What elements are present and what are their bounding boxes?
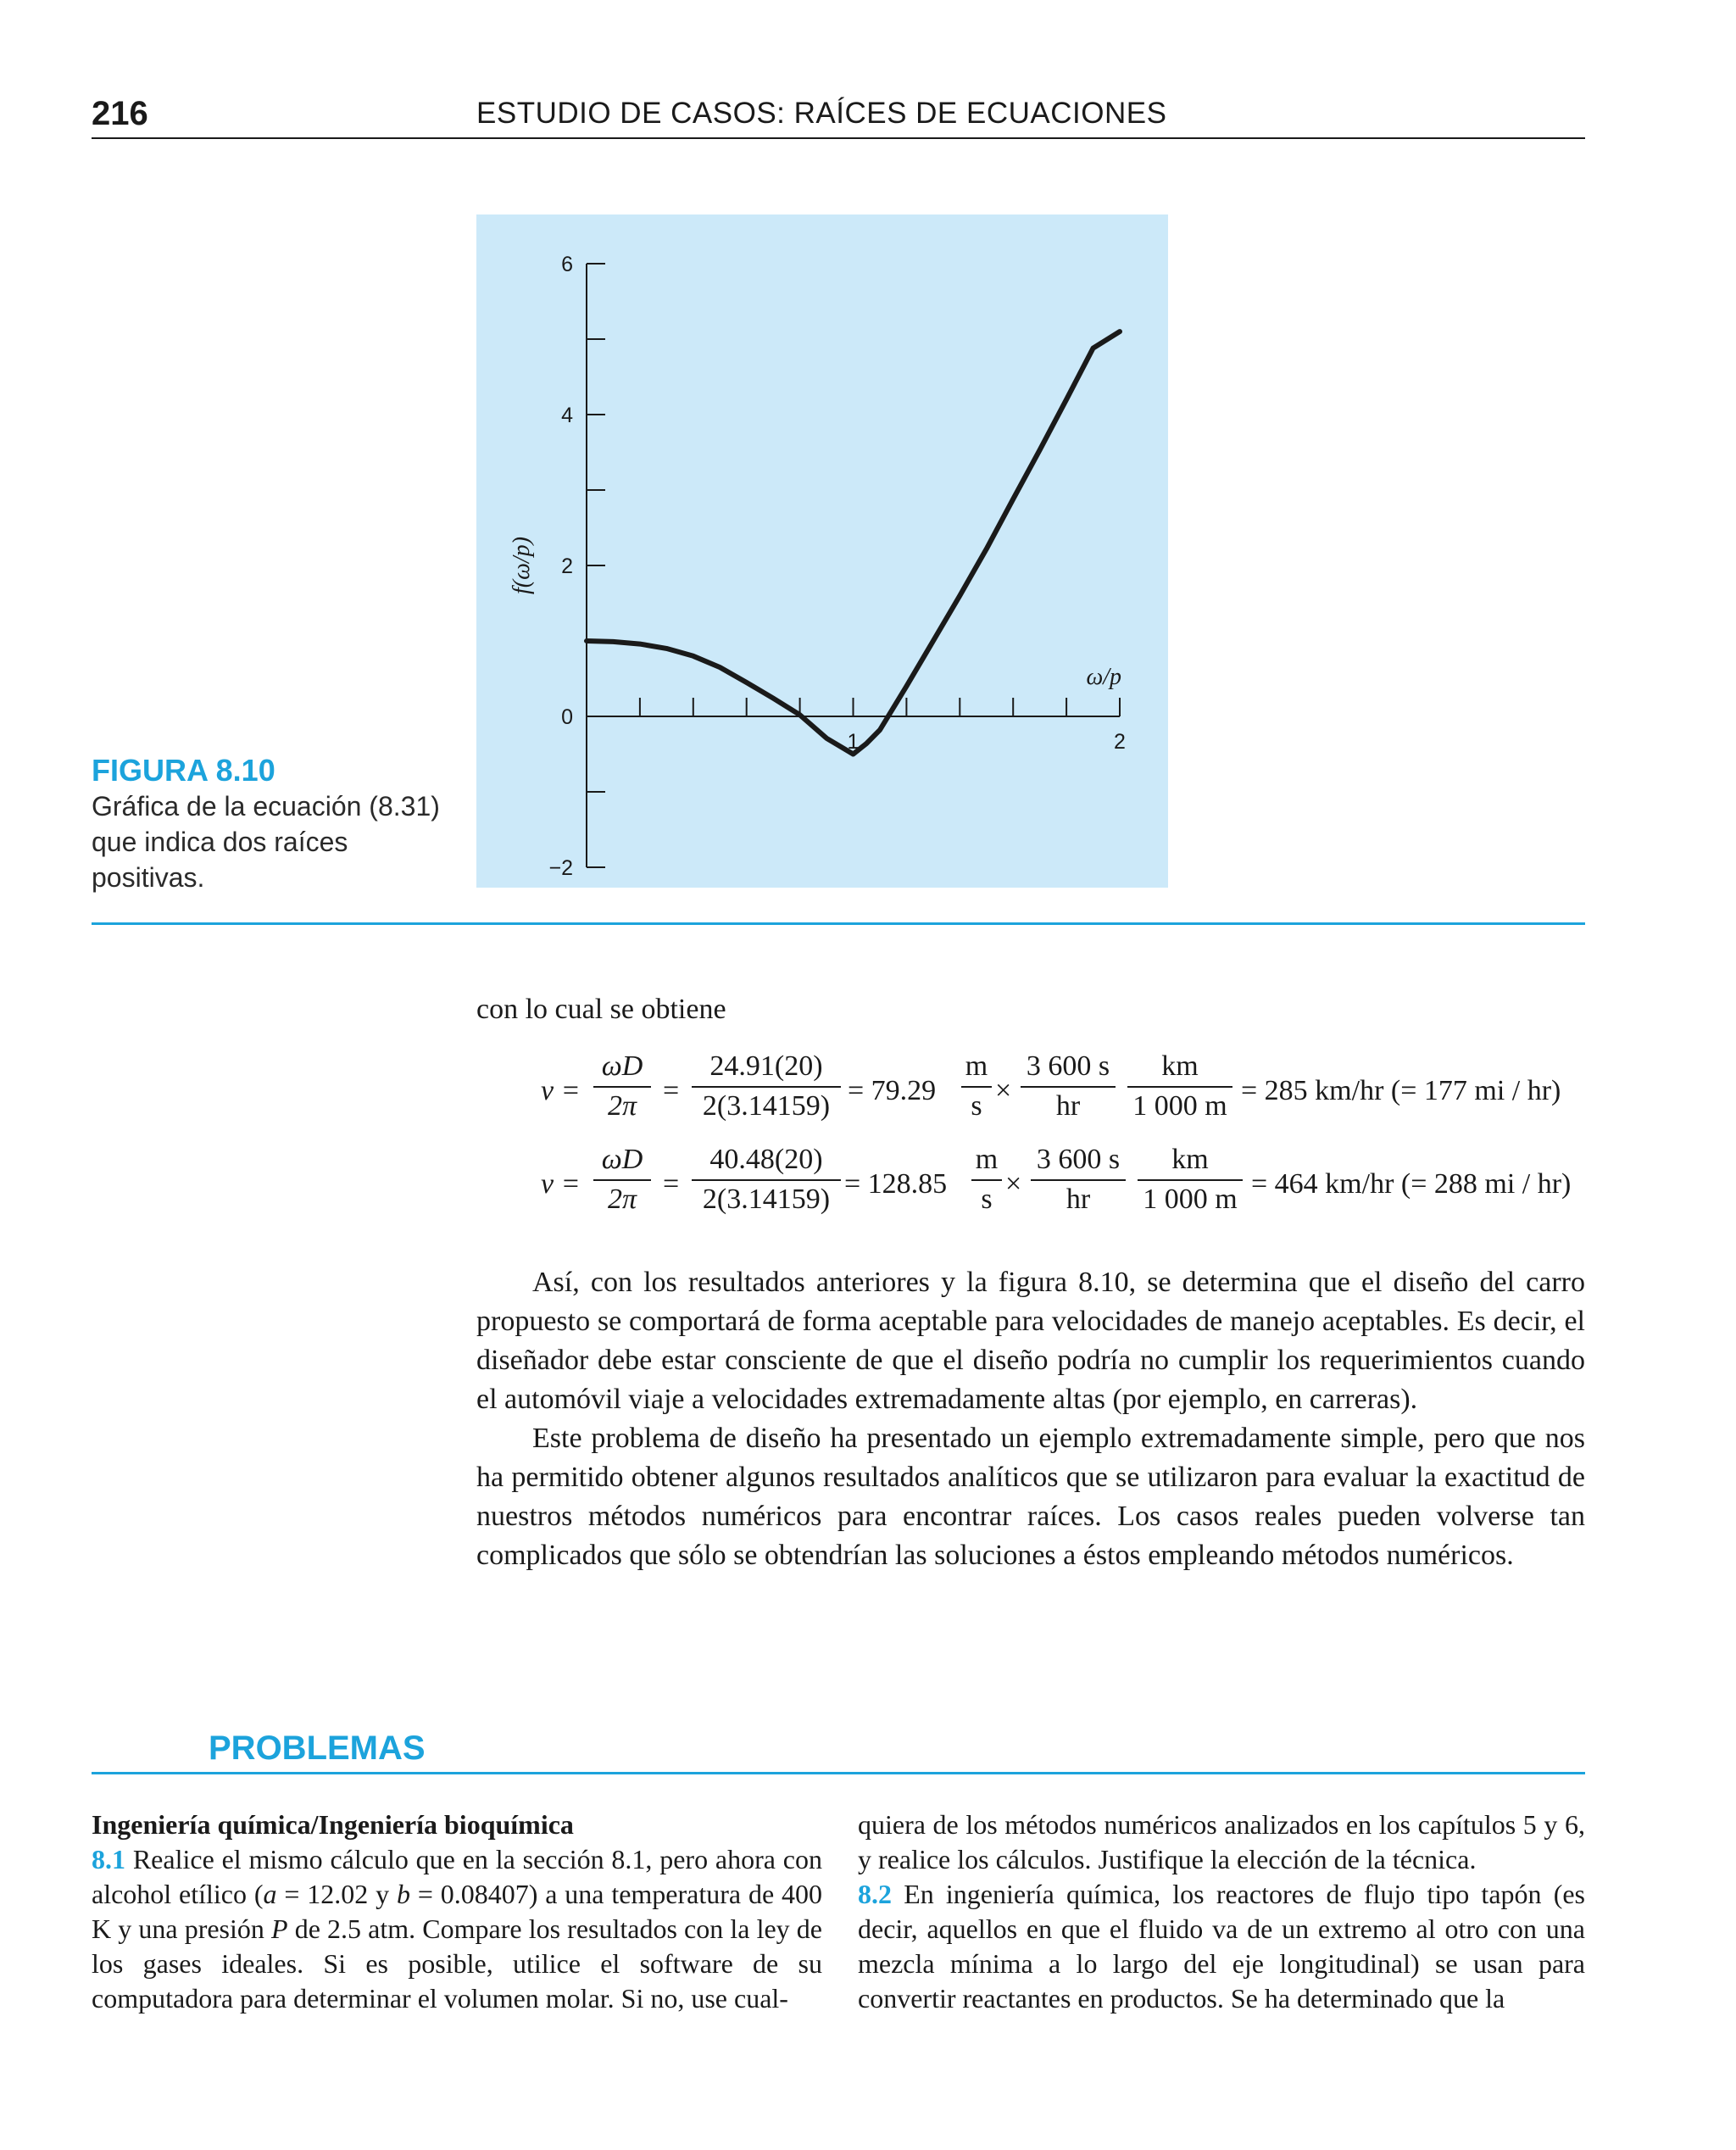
eq1-u1-num: m [961,1050,992,1088]
eq2-lhs: v = [541,1168,581,1200]
eq1-u3-num: km [1127,1050,1232,1088]
y-tick-label: −2 [548,856,573,880]
eq1-u2-num: 3 600 s [1021,1050,1116,1088]
eq1-value: = 79.29 [848,1075,937,1106]
problems-column-right [858,1807,1585,2016]
eq1-fraction-2 [692,1050,841,1125]
paragraph-2: Este problema de diseño ha presentado un ejemplo extremadamente simple, pero que nos ha permitido obtener algunos resultados analíticos que se utilizaron para evaluar la exactitud de nuestros métodos numéricos para encontrar raíces. Los casos reales pueden volverse tan complicados que sólo se obtendrían las soluciones a éstos empleando métodos numéricos. [476,1423,1585,1571]
eq2-unit-3 [1138,1143,1243,1218]
x-axis-label: ω/p [1086,664,1121,690]
y-axis-label: f(ω/p) [509,537,535,594]
eq1-f1-num: ωD [593,1050,651,1088]
header-rule [92,137,1585,139]
page-number: 216 [92,95,148,132]
problem-8-2 [858,1877,1585,2016]
eq1-f2-den: 2(3.14159) [702,1090,831,1122]
eq2-fraction-1 [593,1143,651,1218]
eq1-f1-den: 2π [607,1090,637,1122]
running-header-title: ESTUDIO DE CASOS: RAÍCES DE ECUACIONES [476,97,1167,130]
problem-8-1 [92,1842,822,2016]
var-p: P [271,1913,288,1944]
eq2-equals: = [663,1168,680,1200]
eq1-unit-2 [1021,1050,1116,1125]
eq2-u3-num: km [1138,1143,1243,1181]
eq2-value: = 128.85 [844,1168,948,1200]
eq1-f2-num: 24.91(20) [692,1050,841,1088]
eq1-result: = 285 km/hr (= 177 mi / hr) [1241,1075,1561,1106]
problem-number: 8.1 [92,1844,125,1874]
equation-1 [475,1050,1585,1143]
eq1-fraction-1 [593,1050,651,1125]
chart-ticks [587,264,1120,867]
eq2-unit-1 [971,1143,1002,1218]
y-tick-label: 0 [561,705,573,729]
problem-text: = 12.02 y [276,1879,397,1909]
eq1-equals: = [663,1075,680,1106]
figure-caption: Gráfica de la ecuación (8.31) que indica dos raíces positivas. [92,791,440,893]
problems-column-left [92,1807,822,2016]
eq1-u3-den: 1 000 m [1132,1090,1227,1122]
var-a: a [263,1879,277,1909]
eq2-f1-num: ωD [593,1143,651,1181]
eq2-u1-den: s [981,1184,993,1215]
eq2-f2-den: 2(3.14159) [702,1184,831,1215]
eq1-u2-den: hr [1055,1090,1081,1122]
lead-text: con lo cual se obtiene [476,994,726,1025]
eq1-u1-den: s [971,1090,982,1122]
eq1-unit-1 [961,1050,992,1125]
equation-2 [475,1143,1585,1236]
x-tick-label: 1 [847,730,860,754]
y-tick-label: 6 [561,253,573,276]
problem-8-1-continued: quiera de los métodos numéricos analizados en los capítulos 5 y 6, y realice los cálculos. Justifique la elección de la técnica. [858,1809,1585,1874]
eq2-f1-den: 2π [607,1184,637,1215]
x-tick-label: 2 [1114,730,1126,754]
eq2-u2-num: 3 600 s [1031,1143,1126,1181]
problem-text: En ingeniería química, los reactores de flujo tipo tapón (es decir, aquellos en que el fluido va de un extremo al otro con una mezcla mínima a lo largo del eje longitudinal) se usan para convertir reactantes en productos. Se ha determinado que la [858,1879,1586,2014]
problem-text: de 2.5 atm. Compare los resultados con la ley de los gases ideales. Si es posible, utilice el software de su computadora para determinar el volumen molar. Si no, use cual- [92,1913,823,2014]
problems-heading: PROBLEMAS [209,1729,426,1767]
eq1-times: × [995,1075,1012,1106]
eq2-times: × [1005,1168,1022,1200]
eq1-unit-3 [1127,1050,1232,1125]
chart-axes [587,264,1120,867]
problem-number: 8.2 [858,1879,892,1909]
figure-label: FIGURA 8.10 [92,753,275,788]
eq2-u1-num: m [971,1143,1002,1181]
problem-text: = 0.08407) a una temperatura de 400 K y una presión [92,1879,823,1944]
y-tick-label: 4 [561,404,573,427]
problems-rule [92,1772,1585,1774]
eq1-lhs: v = [541,1075,581,1106]
paragraph-1: Así, con los resultados anteriores y la figura 8.10, se determina que el diseño del carro propuesto se comportará de forma aceptable para velocidades de manejo aceptables. Es decir, el diseñador debe estar consciente de que el diseño podría no cumplir los requerimientos cuando el automóvil viaje a velocidades extremadamente altas (por ejemplo, en carreras). [476,1267,1585,1415]
problem-text: Realice el mismo cálculo que en la sección 8.1, pero ahora con alcohol etílico ( [92,1844,823,1909]
eq2-fraction-2 [692,1143,841,1218]
var-b: b [396,1879,410,1909]
figure-chart [476,214,1168,888]
eq2-result: = 464 km/hr (= 288 mi / hr) [1251,1168,1572,1200]
y-tick-label: 2 [561,554,573,578]
body-paragraphs [476,1263,1585,1575]
eq2-unit-2 [1031,1143,1126,1218]
series-line [587,331,1120,754]
eq2-u2-den: hr [1066,1184,1091,1215]
eq2-u3-den: 1 000 m [1143,1184,1238,1215]
figure-panel [476,214,1168,888]
chart-tick-labels [548,253,1125,880]
eq2-f2-num: 40.48(20) [692,1143,841,1181]
section-heading: Ingeniería química/Ingeniería bioquímica [92,1809,574,1840]
figure-rule [92,922,1585,925]
